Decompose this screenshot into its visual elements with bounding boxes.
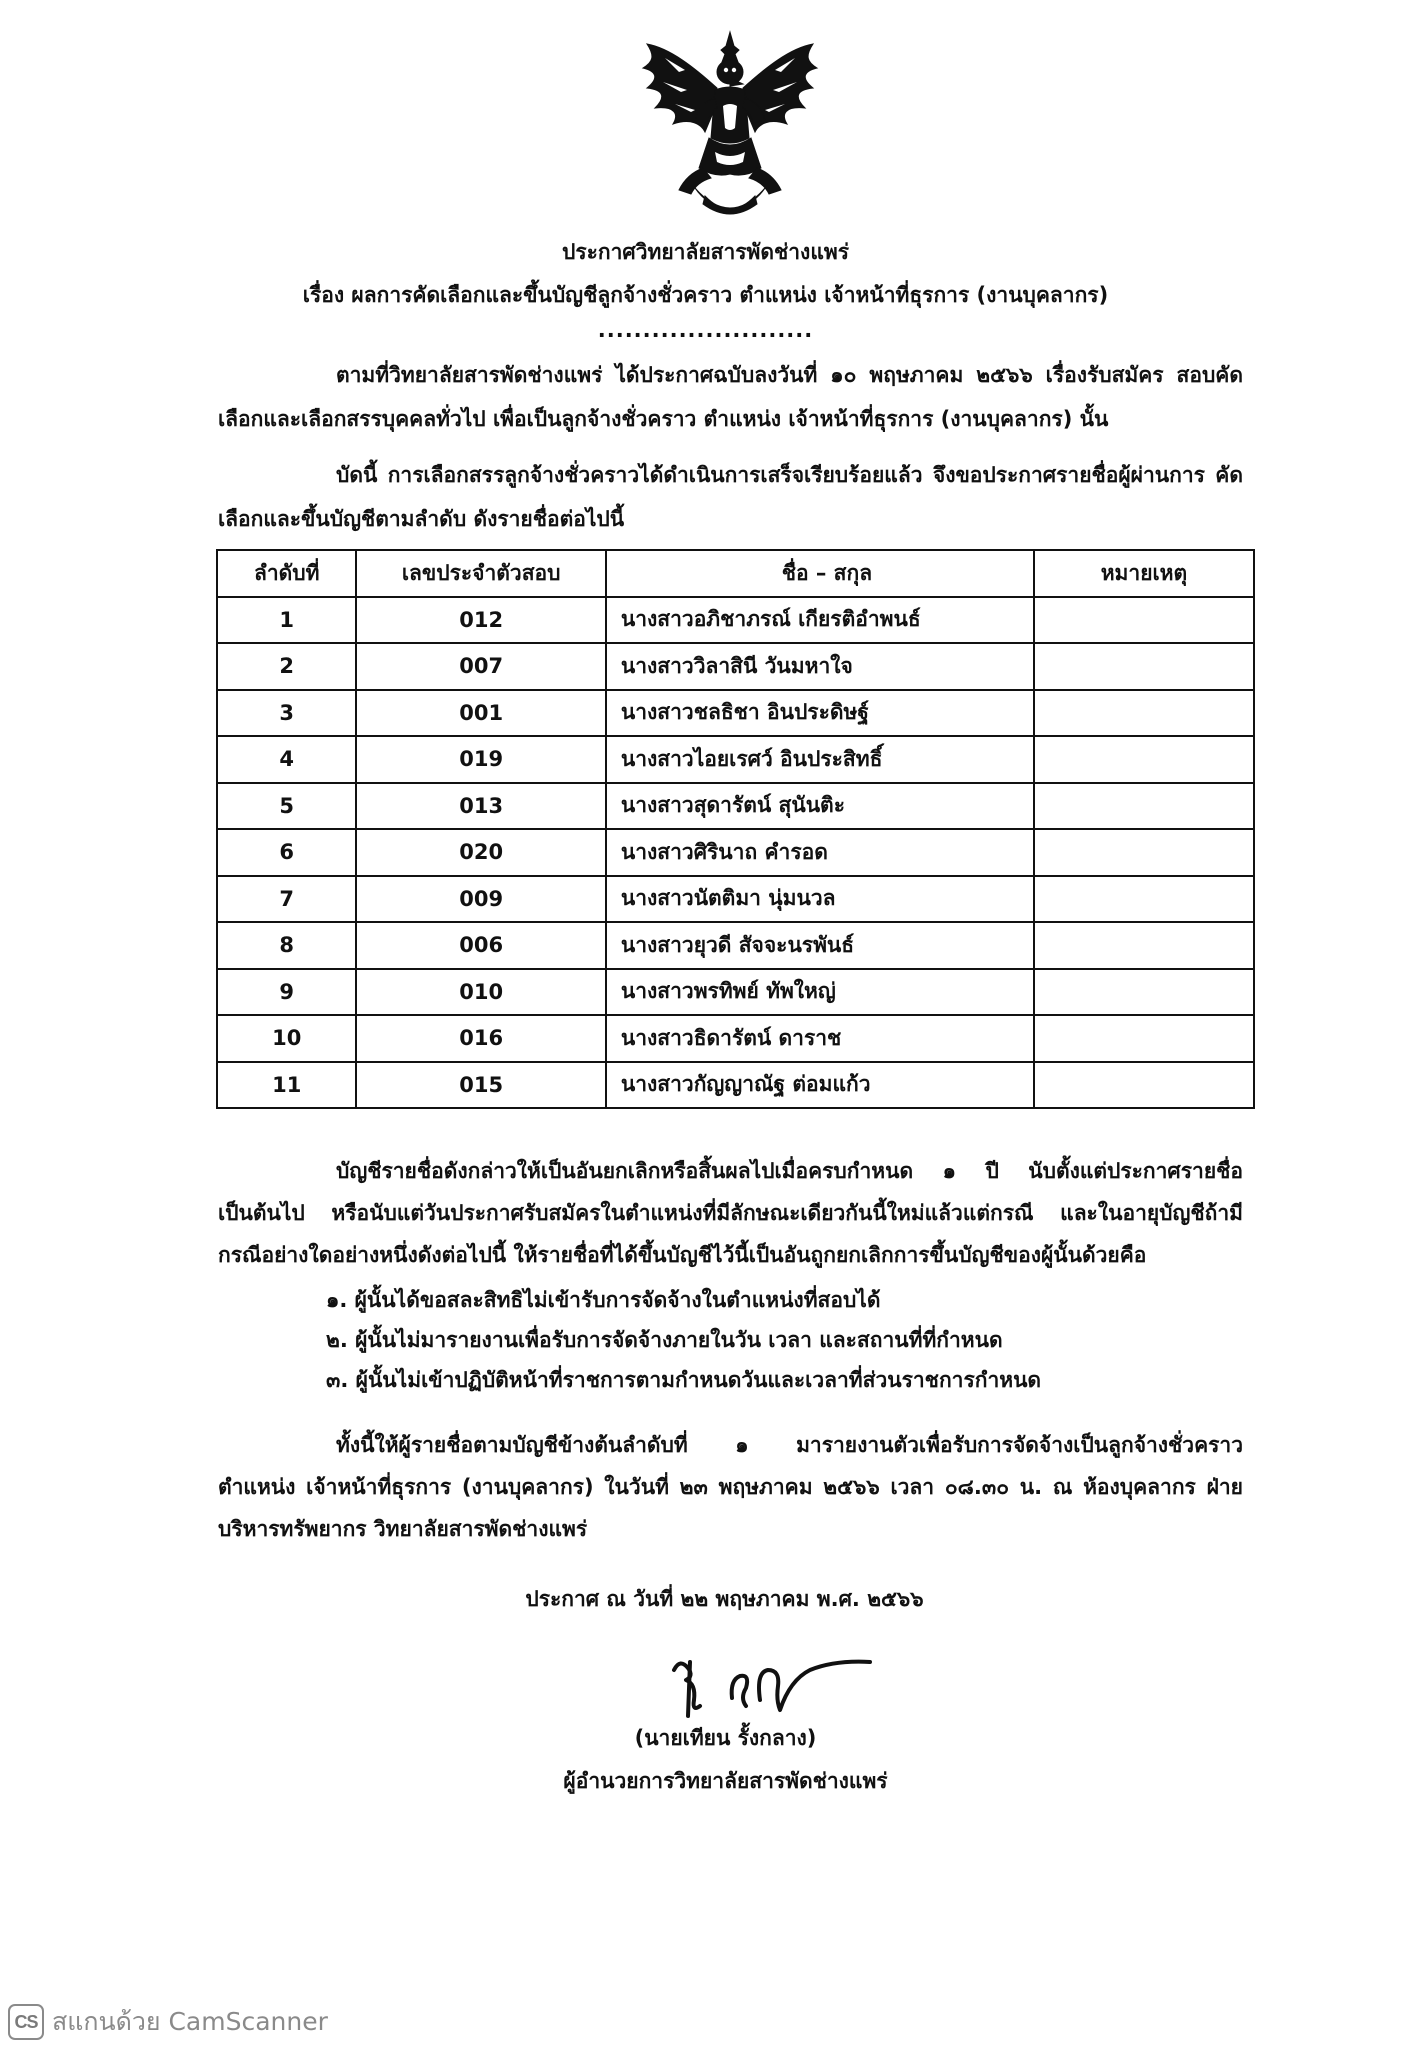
table-row <box>217 736 1254 783</box>
cell-name: นางสาวอภิชาภรณ์ เกียรติอำพนธ์ <box>606 597 1034 644</box>
signature-icon <box>660 1640 880 1730</box>
cell-name: นางสาวสุดารัตน์ สุนันติะ <box>606 783 1034 830</box>
cell-order: 5 <box>217 783 356 830</box>
results-table-body <box>217 597 1254 1109</box>
header-remark: หมายเหตุ <box>1034 550 1254 597</box>
camscanner-text: สแกนด้วย CamScanner <box>52 2007 328 2036</box>
cell-exam-id: 009 <box>356 876 605 923</box>
cell-remark <box>1034 829 1254 876</box>
cell-remark <box>1034 736 1254 783</box>
cell-order: 1 <box>217 597 356 644</box>
results-table <box>216 549 1255 1109</box>
paragraph-validity-text: บัญชีรายชื่อดังกล่าวให้เป็นอันยกเลิกหรือสิ้นผลไปเมื่อครบกำหนด ๑ ปี นับตั้งแต่ประกาศรายชื่อ เป็นต้นไป หรือนับแต่วันประกาศรับสมัครในตำแหน่งที่มีลักษณะเดียวกันนี้ใหม่แล้วแต่กรณี และในอายุบัญชีถ้ามี กรณีอย่างใดอย่างหนึ่งดังต่อไปนี้ ให้รายชื่อที่ได้ขึ้นบัญชีไว้นี้เป็นอันถูกยกเลิกการขึ้นบัญชีของผู้นั้นด้วยคือ <box>218 1159 1243 1267</box>
cell-remark <box>1034 643 1254 690</box>
table-row <box>217 829 1254 876</box>
cell-remark <box>1034 922 1254 969</box>
table-row <box>217 643 1254 690</box>
cell-name: นางสาวไอยเรศว์ อินประสิทธิ์ <box>606 736 1034 783</box>
table-row <box>217 876 1254 923</box>
cell-order: 7 <box>217 876 356 923</box>
paragraph-intro <box>218 353 1243 441</box>
paragraph-announcement <box>218 453 1243 541</box>
camscanner-logo-icon: CS <box>8 2004 44 2040</box>
cell-exam-id: 012 <box>356 597 605 644</box>
cell-name: นางสาวกัญญาณัฐ ต่อมแก้ว <box>606 1062 1034 1109</box>
cell-remark <box>1034 1015 1254 1062</box>
cell-remark <box>1034 597 1254 644</box>
cell-order: 3 <box>217 690 356 737</box>
cell-exam-id: 006 <box>356 922 605 969</box>
cell-exam-id: 019 <box>356 736 605 783</box>
table-row <box>217 690 1254 737</box>
table-row <box>217 922 1254 969</box>
header-exam-id: เลขประจำตัวสอบ <box>356 550 605 597</box>
garuda-emblem-icon <box>635 28 825 228</box>
announcement-title: ประกาศวิทยาลัยสารพัดช่างแพร่ <box>562 240 849 264</box>
cell-remark <box>1034 876 1254 923</box>
signer-name: (นายเทียน รั้งกลาง) <box>634 1726 817 1750</box>
cell-name: นางสาวศิรินาถ คำรอด <box>606 829 1034 876</box>
cell-exam-id: 013 <box>356 783 605 830</box>
table-row <box>217 1015 1254 1062</box>
cell-exam-id: 007 <box>356 643 605 690</box>
condition-item: ๒. ผู้นั้นไม่มารายงานเพื่อรับการจัดจ้างภายในวัน เวลา และสถานที่ที่กำหนด <box>326 1328 1003 1352</box>
title-divider: ........................ <box>597 318 814 342</box>
cell-name: นางสาวนัตติมา นุ่มนวล <box>606 876 1034 923</box>
announce-date: ประกาศ ณ วันที่ ๒๒ พฤษภาคม พ.ศ. ๒๕๖๖ <box>525 1587 924 1611</box>
cell-order: 2 <box>217 643 356 690</box>
paragraph-intro-text: ตามที่วิทยาลัยสารพัดช่างแพร่ ได้ประกาศฉบับลงวันที่ ๑๐ พฤษภาคม ๒๕๖๖ เรื่องรับสมัคร สอบคัดเลือกและเลือกสรรบุคคลทั่วไป เพื่อเป็นลูกจ้างชั่วคราว ตำแหน่ง เจ้าหน้าที่ธุรการ (งานบุคลากร) นั้น <box>218 363 1243 431</box>
camscanner-watermark <box>8 2003 328 2041</box>
condition-item: ๓. ผู้นั้นไม่เข้าปฏิบัติหน้าที่ราชการตามกำหนดวันและเวลาที่ส่วนราชการกำหนด <box>326 1368 1042 1392</box>
paragraph-announcement-text: บัดนี้ การเลือกสรรลูกจ้างชั่วคราวได้ดำเนินการเสร็จเรียบร้อยแล้ว จึงขอประกาศรายชื่อผู้ผ่านการ คัดเลือกและขึ้นบัญชีตามลำดับ ดังรายชื่อต่อไปนี้ <box>218 463 1243 531</box>
cell-order: 10 <box>217 1015 356 1062</box>
paragraph-validity <box>218 1150 1243 1276</box>
table-row <box>217 783 1254 830</box>
cell-name: นางสาวยุวดี สัจจะนรพันธ์ <box>606 922 1034 969</box>
cell-exam-id: 010 <box>356 969 605 1016</box>
cell-order: 9 <box>217 969 356 1016</box>
paragraph-report-text: ทั้งนี้ให้ผู้รายชื่อตามบัญชีข้างต้นลำดับที่ ๑ มารายงานตัวเพื่อรับการจัดจ้างเป็นลูกจ้างชั่วคราว ตำแหน่ง เจ้าหน้าที่ธุรการ (งานบุคลากร) ในวันที่ ๒๓ พฤษภาคม ๒๕๖๖ เวลา ๐๘.๓๐ น. ณ ห้องบุคลากร ฝ่ายบริหารทรัพยากร วิทยาลัยสารพัดช่างแพร่ <box>218 1433 1243 1541</box>
cell-name: นางสาววิลาสินี วันมหาใจ <box>606 643 1034 690</box>
cell-name: นางสาวธิดารัตน์ ดาราช <box>606 1015 1034 1062</box>
condition-item: ๑. ผู้นั้นได้ขอสละสิทธิไม่เข้ารับการจัดจ้างในตำแหน่งที่สอบได้ <box>326 1288 881 1312</box>
cell-exam-id: 020 <box>356 829 605 876</box>
header-name: ชื่อ – สกุล <box>606 550 1034 597</box>
signer-title: ผู้อำนวยการวิทยาลัยสารพัดช่างแพร่ <box>563 1769 888 1793</box>
header-order: ลำดับที่ <box>217 550 356 597</box>
cell-exam-id: 015 <box>356 1062 605 1109</box>
cell-name: นางสาวพรทิพย์ ทัพใหญ่ <box>606 969 1034 1016</box>
cell-remark <box>1034 690 1254 737</box>
paragraph-report <box>218 1424 1243 1550</box>
cell-exam-id: 001 <box>356 690 605 737</box>
cell-order: 4 <box>217 736 356 783</box>
table-header-row <box>217 550 1254 597</box>
cell-exam-id: 016 <box>356 1015 605 1062</box>
cell-name: นางสาวชลธิชา อินประดิษฐ์ <box>606 690 1034 737</box>
table-row <box>217 597 1254 644</box>
table-row <box>217 1062 1254 1109</box>
cell-remark <box>1034 1062 1254 1109</box>
announcement-subject: เรื่อง ผลการคัดเลือกและขึ้นบัญชีลูกจ้างชั่วคราว ตำแหน่ง เจ้าหน้าที่ธุรการ (งานบุคลากร) <box>302 283 1109 307</box>
cell-remark <box>1034 783 1254 830</box>
table-row <box>217 969 1254 1016</box>
cell-remark <box>1034 969 1254 1016</box>
cell-order: 11 <box>217 1062 356 1109</box>
cell-order: 8 <box>217 922 356 969</box>
cell-order: 6 <box>217 829 356 876</box>
